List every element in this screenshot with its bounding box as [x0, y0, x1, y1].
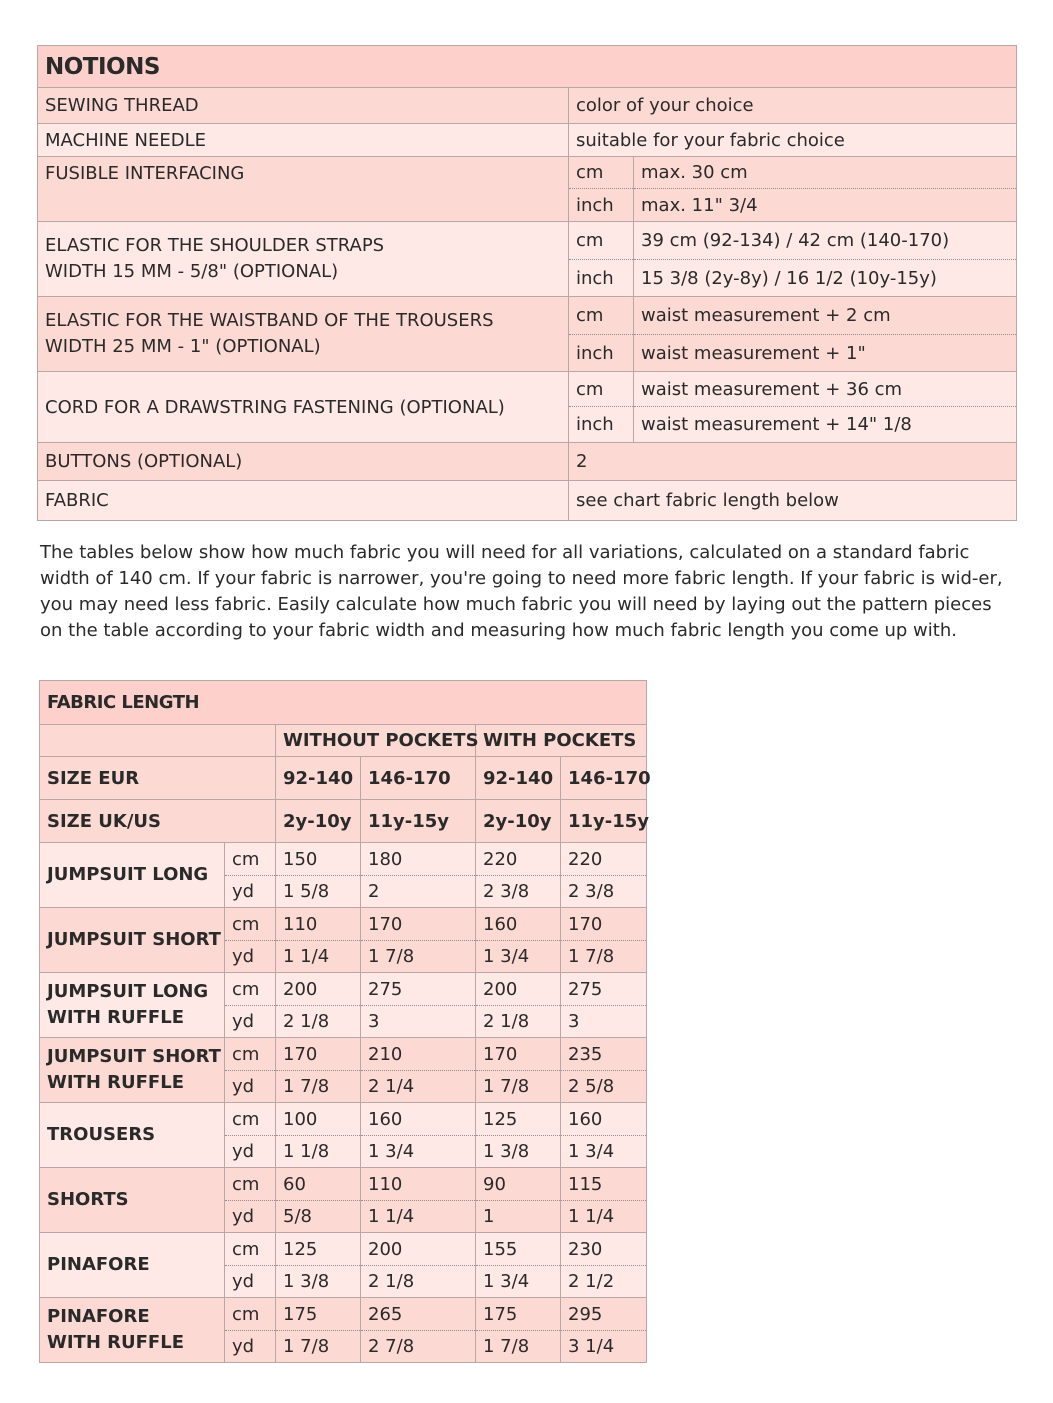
garment-label-line1: JUMPSUIT LONG [47, 864, 209, 885]
garment-label-line1: JUMPSUIT SHORT [47, 1046, 221, 1067]
cm-value-cell: 295 [561, 1298, 647, 1331]
garment-label [40, 1168, 225, 1233]
elastic-waist-inch-value: waist measurement + 1" [634, 335, 1017, 372]
yd-value-cell: 3 [561, 1006, 647, 1038]
cm-value-cell: 200 [276, 973, 361, 1006]
garment-label [40, 973, 225, 1038]
cm-value-cell: 200 [476, 973, 561, 1006]
empty-header-cell [40, 725, 276, 757]
yd-value-cell: 1 7/8 [361, 941, 476, 973]
elastic-straps-label-line2: WIDTH 15 MM - 5/8" (OPTIONAL) [45, 261, 339, 282]
garment-label-line2: WITH RUFFLE [47, 1007, 184, 1028]
table-row [40, 1038, 647, 1071]
cord-cm-value: waist measurement + 36 cm [634, 372, 1017, 407]
garment-label [40, 1038, 225, 1103]
with-pockets-header: WITH POCKETS [476, 725, 647, 757]
yd-value-cell: 1 7/8 [276, 1331, 361, 1363]
size-uk-cell: 2y-10y [476, 800, 561, 843]
unit-yd: yd [225, 876, 276, 908]
garment-label-line1: TROUSERS [47, 1124, 156, 1145]
cm-value-cell: 220 [476, 843, 561, 876]
yd-value-cell: 2 1/8 [361, 1266, 476, 1298]
unit-cm: cm [225, 1233, 276, 1266]
buttons-label: BUTTONS (OPTIONAL) [38, 443, 569, 481]
table-row [40, 1103, 647, 1136]
intro-paragraph: The tables below show how much fabric you will need for all variations, calculated on a standard fabric width of 140 cm. If your fabric is narrower, you're going to need more fabric length. If your fabric is wid-er, you may need less fabric. Easily calculate how much fabric you will need by laying out the pattern pieces on the table according to your fabric width and measuring how much fabric length you come up with. [40, 542, 1003, 641]
garment-label-line1: PINAFORE [47, 1254, 150, 1275]
elastic-waist-label [38, 297, 569, 372]
garment-label [40, 1298, 225, 1363]
yd-value-cell: 1 1/4 [276, 941, 361, 973]
table-row [40, 1233, 647, 1266]
elastic-straps-label [38, 222, 569, 297]
buttons-value: 2 [569, 443, 1017, 481]
cm-value-cell: 60 [276, 1168, 361, 1201]
yd-value-cell: 1 7/8 [476, 1071, 561, 1103]
garment-label [40, 1103, 225, 1168]
fusible-inch-value: max. 11" 3/4 [634, 189, 1017, 222]
table-row [40, 843, 647, 876]
size-eur-cell: 146-170 [361, 757, 476, 800]
unit-cm: cm [225, 908, 276, 941]
size-eur-cell: 146-170 [561, 757, 647, 800]
cord-inch-value: waist measurement + 14" 1/8 [634, 407, 1017, 443]
unit-yd: yd [225, 1201, 276, 1233]
cm-value-cell: 210 [361, 1038, 476, 1071]
yd-value-cell: 2 [361, 876, 476, 908]
fusible-label: FUSIBLE INTERFACING [38, 157, 569, 222]
elastic-straps-inch-unit: inch [569, 260, 634, 297]
garment-label-line1: SHORTS [47, 1189, 129, 1210]
cm-value-cell: 160 [476, 908, 561, 941]
elastic-waist-cm-value: waist measurement + 2 cm [634, 297, 1017, 335]
cm-value-cell: 230 [561, 1233, 647, 1266]
fabric-length-table [39, 680, 651, 1363]
yd-value-cell: 1 1/8 [276, 1136, 361, 1168]
yd-value-cell: 1 3/8 [276, 1266, 361, 1298]
garment-label [40, 843, 225, 908]
cm-value-cell: 170 [476, 1038, 561, 1071]
without-pockets-header: WITHOUT POCKETS [276, 725, 476, 757]
garment-label-line1: JUMPSUIT SHORT [47, 929, 221, 950]
cm-value-cell: 175 [276, 1298, 361, 1331]
elastic-waist-cm-unit: cm [569, 297, 634, 335]
garment-label [40, 1233, 225, 1298]
elastic-straps-cm-unit: cm [569, 222, 634, 260]
cm-value-cell: 100 [276, 1103, 361, 1136]
cm-value-cell: 170 [361, 908, 476, 941]
yd-value-cell: 1 3/4 [561, 1136, 647, 1168]
yd-value-cell: 1 [476, 1201, 561, 1233]
garment-label-line2: WITH RUFFLE [47, 1072, 184, 1093]
cm-value-cell: 220 [561, 843, 647, 876]
unit-yd: yd [225, 1266, 276, 1298]
cm-value-cell: 160 [361, 1103, 476, 1136]
yd-value-cell: 2 3/8 [476, 876, 561, 908]
fusible-inch-unit: inch [569, 189, 634, 222]
cm-value-cell: 275 [361, 973, 476, 1006]
cm-value-cell: 110 [361, 1168, 476, 1201]
yd-value-cell: 1 7/8 [561, 941, 647, 973]
table-row [40, 1168, 647, 1201]
cord-label: CORD FOR A DRAWSTRING FASTENING (OPTIONAL) [38, 372, 569, 443]
yd-value-cell: 1 1/4 [361, 1201, 476, 1233]
elastic-straps-label-line1: ELASTIC FOR THE SHOULDER STRAPS [45, 235, 385, 256]
cm-value-cell: 160 [561, 1103, 647, 1136]
unit-cm: cm [225, 1168, 276, 1201]
yd-value-cell: 1 1/4 [561, 1201, 647, 1233]
unit-cm: cm [225, 1103, 276, 1136]
cm-value-cell: 125 [276, 1233, 361, 1266]
elastic-waist-label-line2: WIDTH 25 MM - 1" (OPTIONAL) [45, 336, 321, 357]
size-uk-cell: 11y-15y [361, 800, 476, 843]
yd-value-cell: 1 7/8 [476, 1331, 561, 1363]
table-row [40, 1298, 647, 1331]
cm-value-cell: 275 [561, 973, 647, 1006]
size-uk-label: SIZE UK/US [40, 800, 276, 843]
elastic-straps-inch-value: 15 3/8 (2y-8y) / 16 1/2 (10y-15y) [634, 260, 1017, 297]
table-row [40, 973, 647, 1006]
unit-yd: yd [225, 1136, 276, 1168]
yd-value-cell: 1 3/4 [361, 1136, 476, 1168]
unit-cm: cm [225, 973, 276, 1006]
unit-yd: yd [225, 941, 276, 973]
unit-yd: yd [225, 1331, 276, 1363]
cm-value-cell: 265 [361, 1298, 476, 1331]
garment-label-line2: WITH RUFFLE [47, 1332, 184, 1353]
machine-needle-label: MACHINE NEEDLE [38, 124, 569, 157]
elastic-waist-label-line1: ELASTIC FOR THE WAISTBAND OF THE TROUSERS [45, 310, 494, 331]
yd-value-cell: 2 1/2 [561, 1266, 647, 1298]
yd-value-cell: 1 3/4 [476, 941, 561, 973]
garment-label-line1: PINAFORE [47, 1306, 150, 1327]
unit-cm: cm [225, 1298, 276, 1331]
fabric-value: see chart fabric length below [569, 481, 1017, 521]
table-row [40, 908, 647, 941]
unit-yd: yd [225, 1071, 276, 1103]
size-eur-cell: 92-140 [276, 757, 361, 800]
size-eur-label: SIZE EUR [40, 757, 276, 800]
cm-value-cell: 150 [276, 843, 361, 876]
fusible-cm-unit: cm [569, 157, 634, 189]
fabric-label: FABRIC [38, 481, 569, 521]
yd-value-cell: 2 3/8 [561, 876, 647, 908]
yd-value-cell: 2 1/8 [476, 1006, 561, 1038]
unit-cm: cm [225, 1038, 276, 1071]
elastic-waist-inch-unit: inch [569, 335, 634, 372]
machine-needle-value: suitable for your fabric choice [569, 124, 1017, 157]
yd-value-cell: 2 1/4 [361, 1071, 476, 1103]
sewing-thread-value: color of your choice [569, 88, 1017, 124]
cord-inch-unit: inch [569, 407, 634, 443]
unit-cm: cm [225, 843, 276, 876]
cm-value-cell: 125 [476, 1103, 561, 1136]
cm-value-cell: 180 [361, 843, 476, 876]
sewing-thread-label: SEWING THREAD [38, 88, 569, 124]
cm-value-cell: 170 [276, 1038, 361, 1071]
garment-label [40, 908, 225, 973]
cm-value-cell: 170 [561, 908, 647, 941]
elastic-straps-cm-value: 39 cm (92-134) / 42 cm (140-170) [634, 222, 1017, 260]
cm-value-cell: 110 [276, 908, 361, 941]
yd-value-cell: 1 7/8 [276, 1071, 361, 1103]
notions-table [37, 45, 1017, 521]
cm-value-cell: 115 [561, 1168, 647, 1201]
unit-yd: yd [225, 1006, 276, 1038]
yd-value-cell: 3 1/4 [561, 1331, 647, 1363]
fabric-length-title: FABRIC LENGTH [40, 681, 647, 725]
cm-value-cell: 90 [476, 1168, 561, 1201]
yd-value-cell: 2 5/8 [561, 1071, 647, 1103]
cord-cm-unit: cm [569, 372, 634, 407]
yd-value-cell: 1 3/4 [476, 1266, 561, 1298]
cm-value-cell: 200 [361, 1233, 476, 1266]
yd-value-cell: 2 7/8 [361, 1331, 476, 1363]
yd-value-cell: 3 [361, 1006, 476, 1038]
garment-label-line1: JUMPSUIT LONG [47, 981, 209, 1002]
cm-value-cell: 235 [561, 1038, 647, 1071]
size-uk-cell: 2y-10y [276, 800, 361, 843]
fusible-cm-value: max. 30 cm [634, 157, 1017, 189]
yd-value-cell: 5/8 [276, 1201, 361, 1233]
notions-title: NOTIONS [38, 46, 1017, 88]
cm-value-cell: 175 [476, 1298, 561, 1331]
cm-value-cell: 155 [476, 1233, 561, 1266]
size-eur-cell: 92-140 [476, 757, 561, 800]
yd-value-cell: 2 1/8 [276, 1006, 361, 1038]
yd-value-cell: 1 5/8 [276, 876, 361, 908]
yd-value-cell: 1 3/8 [476, 1136, 561, 1168]
size-uk-cell: 11y-15y [561, 800, 647, 843]
